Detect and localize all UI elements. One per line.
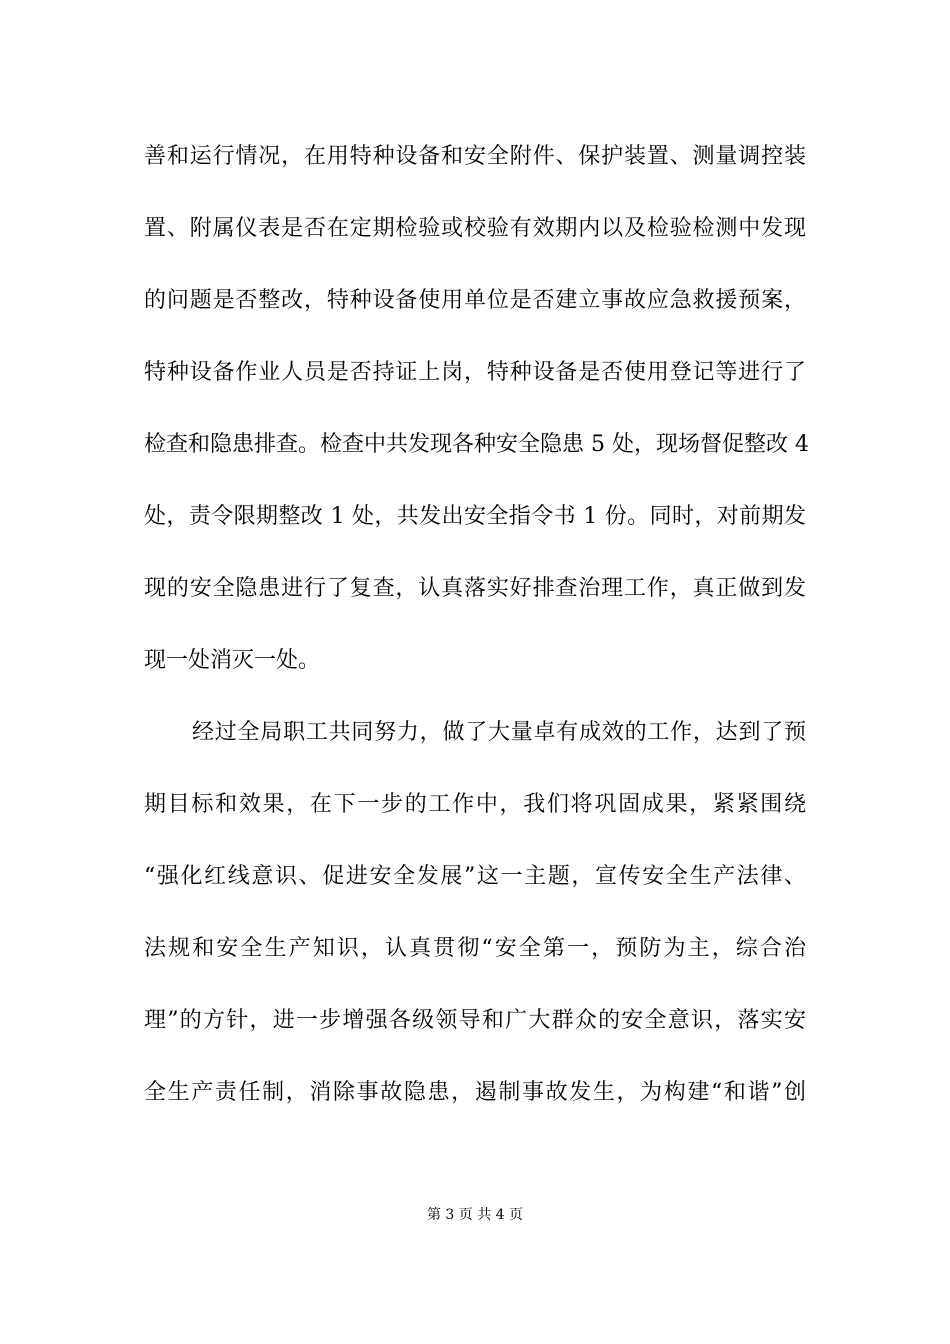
text-line-10: 期目标和效果，在下一步的工作中，我们将巩固成果，紧紧围绕 <box>144 792 806 817</box>
text-line-9: 经过全局职工共同努力，做了大量卓有成效的工作，达到了预 <box>192 720 806 745</box>
text-line-6: 处，责令限期整改 1 处，共发出安全指令书 1 份。同时，对前期发 <box>144 504 806 529</box>
text-line-3: 的问题是否整改，特种设备使用单位是否建立事故应急救援预案， <box>144 288 806 313</box>
text-line-5: 检查和隐患排查。检查中共发现各种安全隐患 5 处，现场督促整改 4 <box>144 432 809 457</box>
text-line-12: 法规和安全生产知识，认真贯彻“安全第一，预防为主，综合治 <box>144 936 806 961</box>
text-line-1: 善和运行情况，在用特种设备和安全附件、保护装置、测量调控装 <box>144 144 806 169</box>
page-footer <box>0 1205 950 1225</box>
text-line-4: 特种设备作业人员是否持证上岗，特种设备是否使用登记等进行了 <box>144 360 806 385</box>
page-number-label: 第 3 页 共 4 页 <box>426 1207 524 1223</box>
text-line-11: “强化红线意识、促进安全发展”这一主题，宣传安全生产法律、 <box>144 864 806 889</box>
text-line-8: 现一处消灭一处。 <box>144 648 321 673</box>
text-line-14: 全生产责任制，消除事故隐患，遏制事故发生，为构建“和谐”创 <box>144 1080 806 1105</box>
text-line-7: 现的安全隐患进行了复查，认真落实好排查治理工作，真正做到发 <box>144 576 806 601</box>
text-line-2: 置、附属仪表是否在定期检验或校验有效期内以及检验检测中发现 <box>144 216 806 241</box>
text-line-13: 理”的方针，进一步增强各级领导和广大群众的安全意识，落实安 <box>144 1008 806 1033</box>
